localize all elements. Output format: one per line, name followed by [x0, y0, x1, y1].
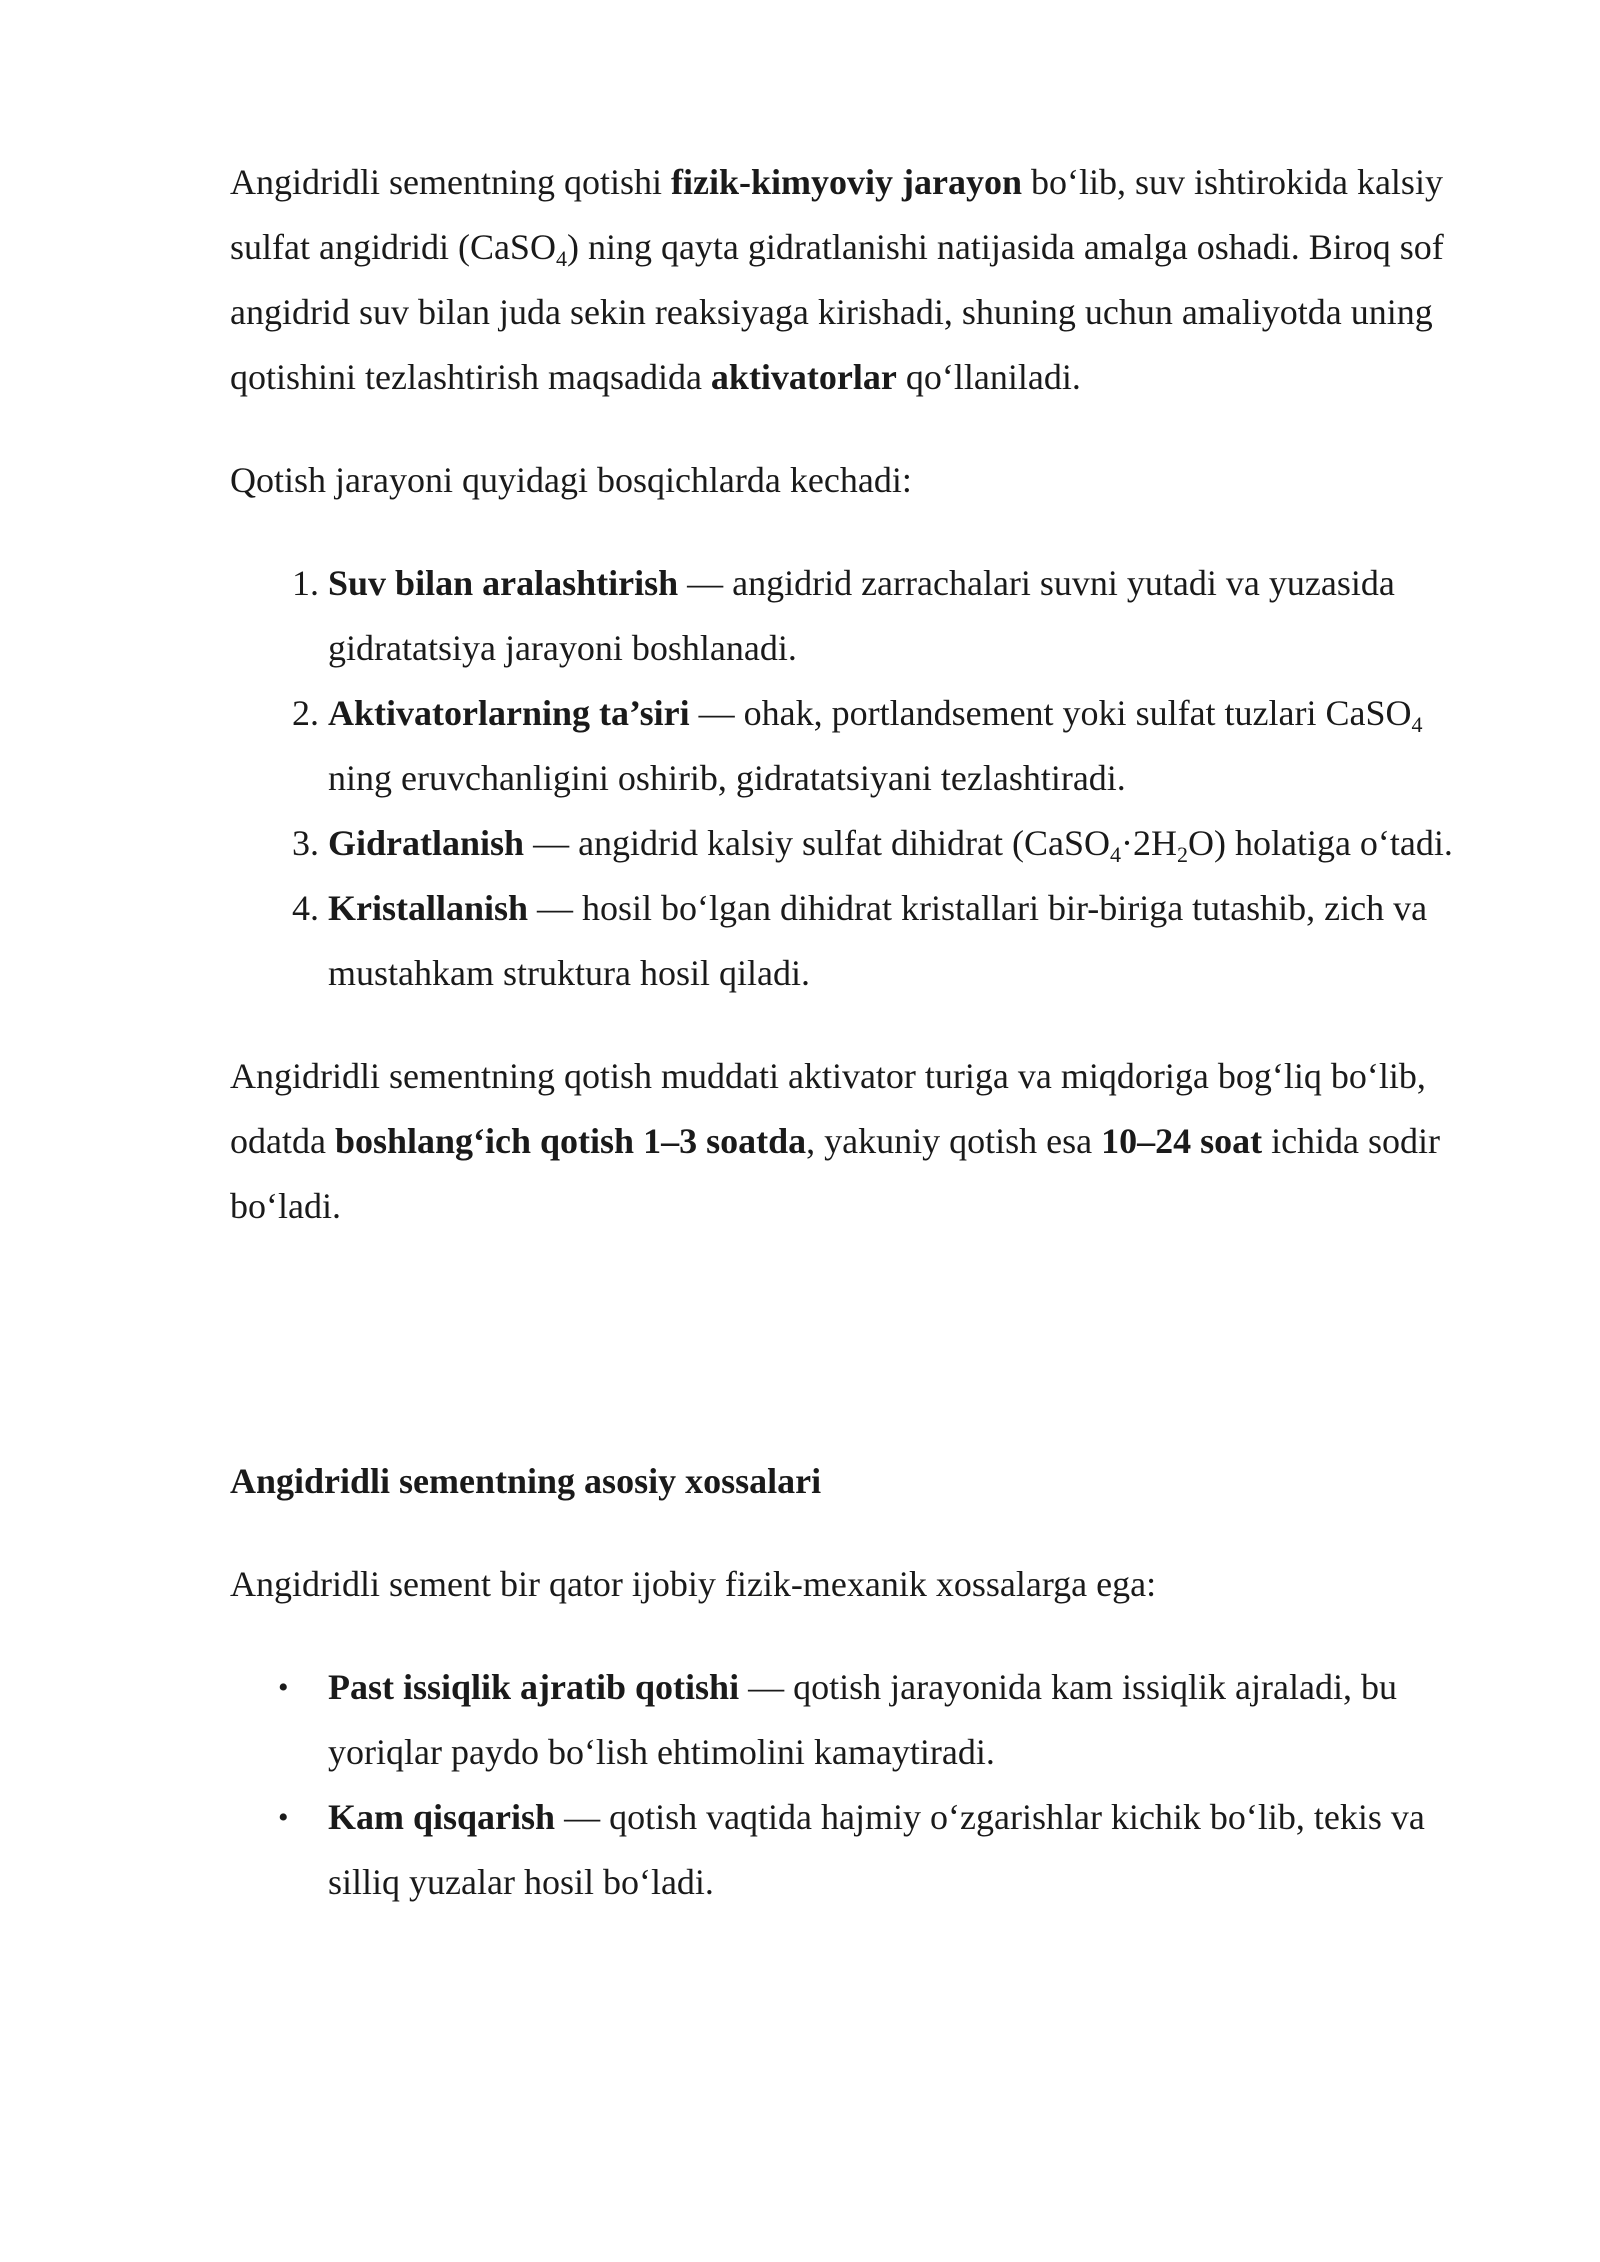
bullet-icon: •	[278, 1671, 289, 1704]
list-item	[328, 876, 1490, 1006]
list-item	[278, 1785, 1490, 1915]
intro-bold-term: aktivatorlar	[710, 357, 897, 397]
timing-bold: 10–24 soat	[1101, 1121, 1263, 1161]
stages-intro: Qotish jarayoni quyidagi bosqichlarda kechadi:	[230, 460, 912, 500]
stage-title: Gidratlanish	[328, 823, 525, 863]
timing-bold: boshlang‘ich qotish 1–3 soatda	[334, 1121, 807, 1161]
timing-paragraph	[230, 1044, 1490, 1239]
subscript: 2	[1176, 842, 1188, 867]
stage-text: O) holatiga o‘tadi.	[1187, 823, 1453, 863]
timing-text: ichida sodir bo‘ladi.	[230, 1121, 1441, 1226]
property-title: Past issiqlik ajratib qotishi	[328, 1667, 740, 1707]
intro-paragraph	[230, 150, 1490, 410]
stage-text: — hosil bo‘lgan dihidrat kristallari bir-biriga tutashib, zich va mustahkam struktura hosil qiladi.	[328, 888, 1428, 993]
subscript: 4	[555, 246, 567, 271]
list-item	[328, 551, 1490, 681]
stage-text: — ohak, portlandsement yoki sulfat tuzlari CaSO	[689, 693, 1412, 733]
stage-title: Suv bilan aralashtirish	[328, 563, 679, 603]
section-spacer	[230, 1239, 1490, 1449]
properties-list	[230, 1655, 1490, 1915]
property-text: — qotish jarayonida kam issiqlik ajraladi, bu yoriqlar paydo bo‘lish ehtimolini kamaytiradi.	[328, 1667, 1397, 1772]
stage-text: — angidrid kalsiy sulfat dihidrat (CaSO	[524, 823, 1110, 863]
intro-bold-term: fizik-kimyoviy jarayon	[670, 162, 1022, 202]
stages-list	[230, 551, 1490, 1006]
intro-text: Angidridli sementning qotishi	[230, 162, 671, 202]
intro-text: qo‘llaniladi.	[896, 357, 1081, 397]
intro-text: ) ning qayta gidratlanishi natijasida amalga oshadi. Biroq sof angidrid suv bilan juda sekin reaksiyaga kirishadi, shuning uchun amaliyotda uning qotishini tezlashtirish maqsadida	[230, 227, 1444, 397]
stage-text: — angidrid zarrachalari suvni yutadi va yuzasida gidratatsiya jarayoni boshlanadi.	[328, 563, 1395, 668]
list-item	[328, 811, 1490, 876]
timing-text: , yakuniy qotish esa	[806, 1121, 1102, 1161]
list-item	[278, 1655, 1490, 1785]
property-text: — qotish vaqtida hajmiy o‘zgarishlar kichik bo‘lib, tekis va silliq yuzalar hosil bo‘ladi.	[328, 1797, 1425, 1902]
list-item	[328, 681, 1490, 811]
stage-title: Kristallanish	[328, 888, 529, 928]
stage-text: ·2H	[1120, 823, 1177, 863]
stage-text: ning eruvchanligini oshirib, gidratatsiyani tezlashtiradi.	[328, 758, 1126, 798]
property-title: Kam qisqarish	[328, 1797, 556, 1837]
properties-intro: Angidridli sement bir qator ijobiy fizik-mexanik xossalarga ega:	[230, 1564, 1157, 1604]
subscript: 4	[1109, 842, 1121, 867]
bullet-icon: •	[278, 1801, 289, 1834]
subscript: 4	[1411, 712, 1423, 737]
stage-title: Aktivatorlarning ta’siri	[328, 693, 690, 733]
document-page	[230, 150, 1490, 1915]
section-heading: Angidridli sementning asosiy xossalari	[230, 1461, 822, 1501]
timing-text: Angidridli sementning qotish muddati aktivator turiga va miqdoriga bog‘liq bo‘lib, odatda	[230, 1056, 1426, 1161]
intro-text: bo‘lib, suv ishtirokida kalsiy sulfat angidridi (CaSO	[230, 162, 1443, 267]
